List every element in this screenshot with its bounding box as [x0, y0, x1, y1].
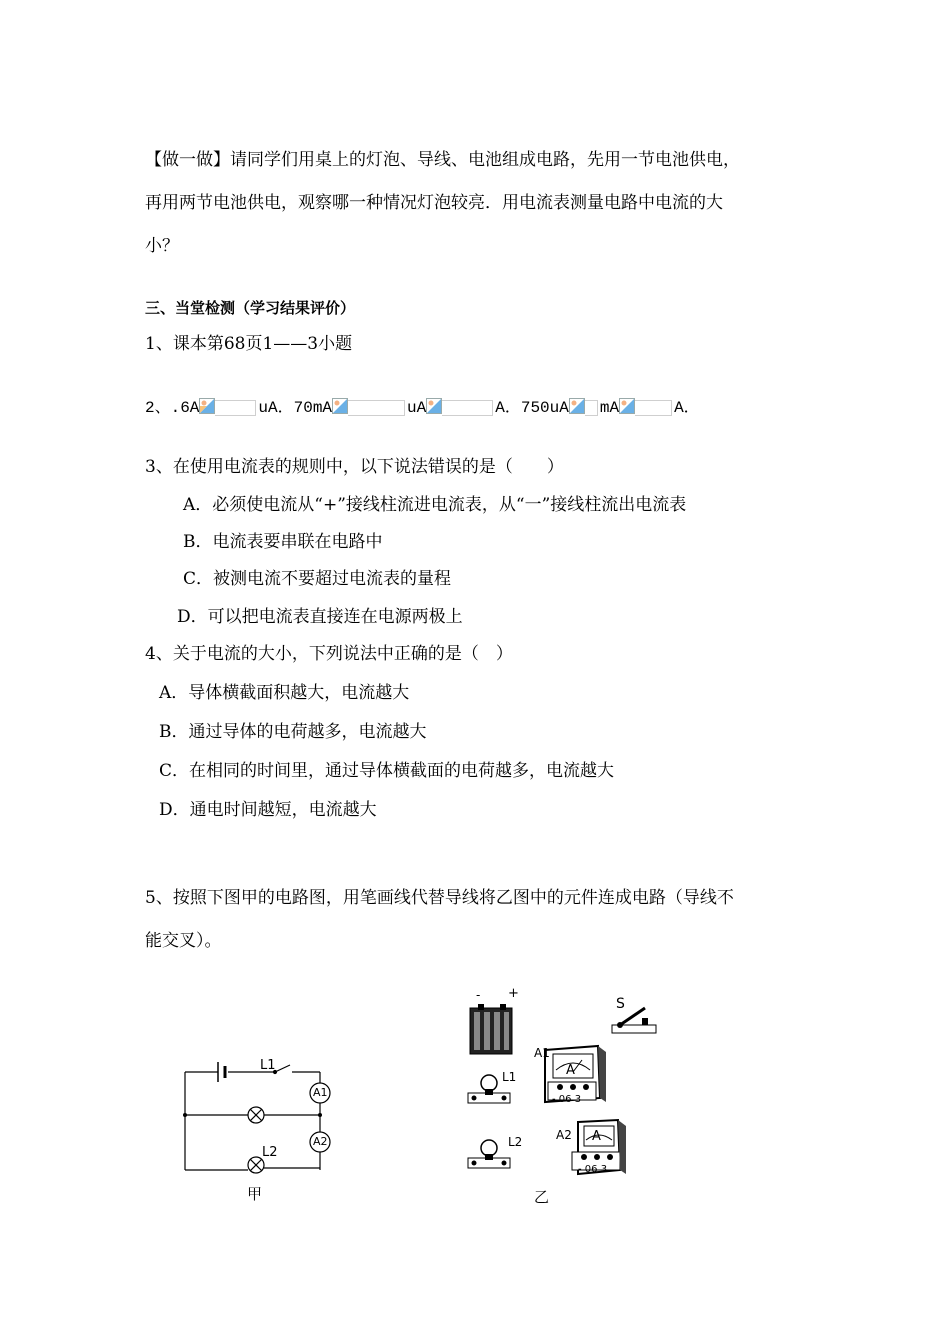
broken-image-icon	[332, 398, 348, 414]
q3-option-b: B．电流表要串联在电路中	[183, 532, 383, 552]
q2-part-3: A．750uA	[495, 399, 569, 417]
label-scale-a1: - 06 3	[552, 1094, 582, 1105]
question-3-stem: 3、在使用电流表的规则中，以下说法错误的是（ ）	[145, 457, 564, 477]
question-5-line-1: 5、按照下图甲的电路图，用笔画线代替导线将乙图中的元件连成电路（导线不	[145, 888, 734, 908]
label-battery-plus: +	[508, 986, 519, 1001]
question-2	[145, 396, 700, 420]
q3-option-a: A．必须使电流从“+”接线柱流进电流表，从“一”接线柱流出电流表	[183, 495, 687, 515]
answer-blank-5[interactable]	[635, 400, 672, 416]
broken-image-icon	[619, 398, 635, 414]
circuit-diagram-jia	[170, 1050, 345, 1180]
label-switch: S	[616, 996, 625, 1012]
bulb-l2-icon	[468, 1140, 510, 1168]
label-l1: L1	[260, 1058, 276, 1073]
q4-option-b: B．通过导体的电荷越多，电流越大	[159, 722, 427, 742]
q4-option-a: A．导体横截面积越大，电流越大	[159, 683, 410, 703]
answer-blank-2[interactable]	[348, 400, 405, 416]
activity-line-2: 再用两节电池供电，观察哪一种情况灯泡较亮．用电流表测量电路中电流的大	[145, 193, 723, 213]
label-ammeter-a1: A1	[534, 1046, 550, 1060]
activity-line-1: 【做一做】请同学们用桌上的灯泡、导线、电池组成电路，先用一节电池供电，	[145, 150, 740, 170]
question-5-line-2: 能交叉）。	[145, 931, 222, 951]
label-a2: A2	[313, 1135, 328, 1148]
broken-image-icon	[199, 398, 215, 414]
broken-image-icon	[426, 398, 442, 414]
q2-part-2: uA	[407, 399, 427, 417]
q2-part-4: mA	[599, 399, 620, 417]
label-meter-face-a1: A	[566, 1063, 575, 1078]
label-a1: A1	[313, 1086, 328, 1099]
figure-caption-jia: 甲	[247, 1185, 263, 1203]
label-ammeter-a2: A2	[556, 1128, 572, 1142]
q3-option-d: D．可以把电流表直接连在电源两极上	[177, 607, 463, 627]
label-battery-minus: -	[476, 988, 481, 1002]
q3-option-c: C．被测电流不要超过电流表的量程	[183, 569, 452, 589]
question-4-stem: 4、关于电流的大小，下列说法中正确的是（ ）	[145, 644, 513, 664]
section-heading: 三、当堂检测（学习结果评价）	[145, 299, 356, 317]
activity-line-3: 小？	[145, 236, 179, 256]
label-scale-a2: - 06 3	[578, 1164, 608, 1175]
components-figure-yi	[460, 990, 670, 1185]
label-meter-face-a2: A	[592, 1129, 601, 1144]
answer-blank-1[interactable]	[215, 400, 256, 416]
q4-option-c: C．在相同的时间里，通过导体横截面的电荷越多，电流越大	[159, 761, 615, 781]
q2-prefix: 2、.6A	[145, 399, 200, 417]
q4-option-d: D．通电时间越短，电流越大	[159, 800, 377, 820]
label-bulb-l2: L2	[508, 1135, 523, 1149]
q2-part-5: A．	[674, 399, 700, 417]
label-l2: L2	[262, 1145, 278, 1160]
q2-part-1: uA．70mA	[258, 399, 333, 417]
battery-pack-icon	[470, 1004, 512, 1054]
answer-blank-3[interactable]	[442, 400, 493, 416]
answer-blank-4[interactable]	[585, 400, 598, 416]
question-1: 1、课本第68页1——3小题	[145, 334, 353, 354]
broken-image-icon	[569, 398, 585, 414]
figure-caption-yi: 乙	[534, 1188, 550, 1206]
label-bulb-l1: L1	[502, 1070, 517, 1084]
